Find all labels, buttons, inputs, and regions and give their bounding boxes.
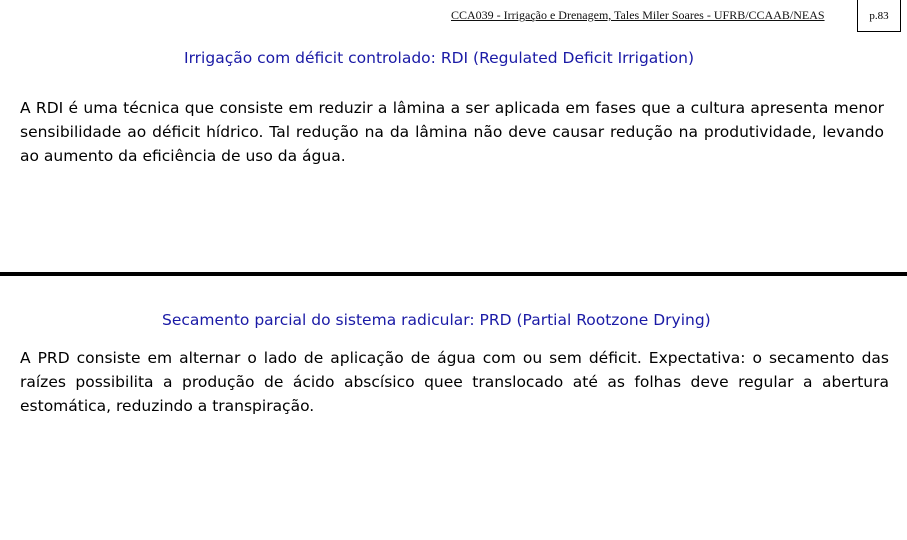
section-divider: [0, 272, 907, 276]
section-title-rdi: Irrigação com déficit controlado: RDI (Regulated Deficit Irrigation): [184, 49, 695, 67]
section-body-rdi: A RDI é uma técnica que consiste em reduzir a lâmina a ser aplicada em fases que a cultura apresenta menor sensibilidade ao déficit hídrico. Tal redução na da lâmina não deve causar redução na produtividade, levando ao aumento da eficiência de uso da água.: [20, 99, 884, 165]
page-number: p.83: [857, 0, 901, 32]
course-header: CCA039 - Irrigação e Drenagem, Tales Miler Soares - UFRB/CCAAB/NEAS: [451, 8, 825, 22]
section-body-prd: A PRD consiste em alternar o lado de aplicação de água com ou sem déficit. Expectativa: o secamento das raízes possibilita a produção de ácido abscísico quee translocado até as folhas deve regular a abertura estomática, reduzindo a transpiração.: [20, 349, 889, 415]
section-title-prd: Secamento parcial do sistema radicular: PRD (Partial Rootzone Drying): [162, 311, 711, 329]
